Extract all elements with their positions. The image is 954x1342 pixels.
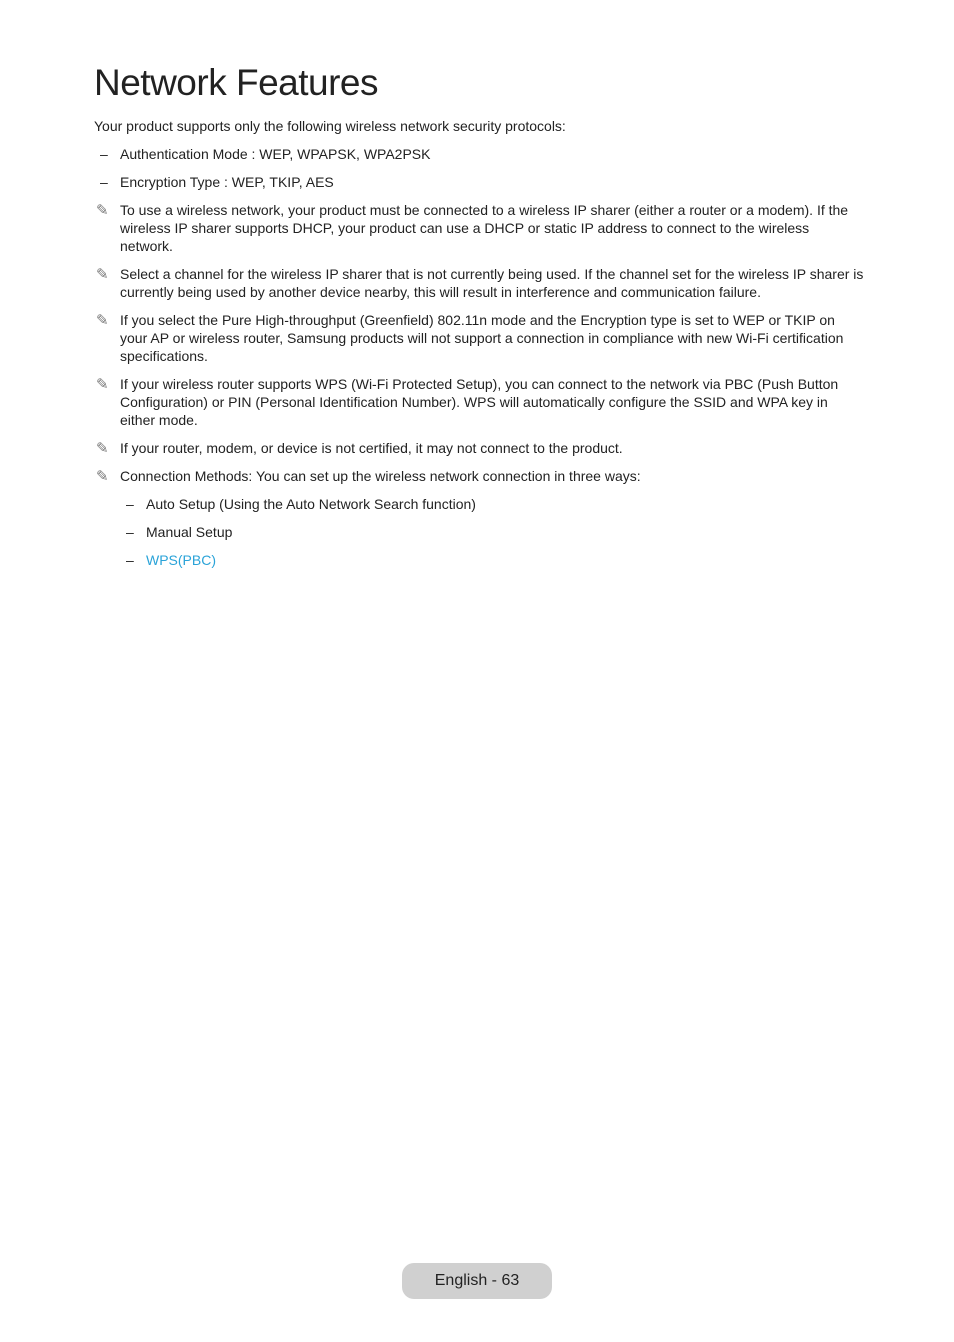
wps-pbc-link[interactable]: WPS(PBC)	[146, 552, 216, 568]
note-item	[94, 201, 864, 255]
intro-text: Your product supports only the following wireless network security protocols:	[94, 118, 566, 134]
protocol-text: Encryption Type : WEP, TKIP, AES	[120, 174, 334, 190]
note-item	[94, 375, 864, 429]
note-text: If you select the Pure High-throughput (Greenfield) 802.11n mode and the Encryption type is set to WEP or TKIP on your AP or wireless router, Samsung products will not support a connection in compliance with new Wi-Fi certification specifications.	[120, 312, 844, 364]
method-text: Auto Setup (Using the Auto Network Search function)	[146, 496, 476, 512]
dash-bullet: –	[100, 146, 108, 162]
method-item	[94, 495, 864, 513]
pencil-icon: ✎	[96, 467, 109, 485]
note-text: If your router, modem, or device is not certified, it may not connect to the product.	[120, 440, 623, 456]
note-text: Select a channel for the wireless IP sharer that is not currently being used. If the channel set for the wireless IP sharer is currently being used by another device nearby, this will result in interference and communication failure.	[120, 266, 864, 300]
note-text: To use a wireless network, your product must be connected to a wireless IP sharer (either a router or a modem). If the wireless IP sharer supports DHCP, your product can use a DHCP or static IP address to connect to the wireless network.	[120, 202, 849, 254]
note-text: Connection Methods: You can set up the wireless network connection in three ways:	[120, 468, 641, 484]
protocol-item	[94, 173, 864, 191]
note-text: If your wireless router supports WPS (Wi-Fi Protected Setup), you can connect to the network via PBC (Push Button Configuration) or PIN (Personal Identification Number). WPS will automatically configure the SSID and WPA key in either mode.	[120, 376, 839, 428]
note-item	[94, 265, 864, 301]
pencil-icon: ✎	[96, 201, 109, 219]
dash-bullet: –	[100, 174, 108, 190]
method-item	[94, 551, 864, 569]
note-item	[94, 311, 864, 365]
pencil-icon: ✎	[96, 439, 109, 457]
protocol-text: Authentication Mode : WEP, WPAPSK, WPA2PSK	[120, 146, 431, 162]
note-item	[94, 467, 864, 485]
method-item	[94, 523, 864, 541]
page-number-badge: English - 63	[402, 1263, 552, 1299]
protocol-item	[94, 145, 864, 163]
page-title: Network Features	[94, 62, 378, 103]
main-content	[94, 117, 864, 579]
pencil-icon: ✎	[96, 265, 109, 283]
note-item	[94, 439, 864, 457]
method-text: Manual Setup	[146, 524, 233, 540]
pencil-icon: ✎	[96, 375, 109, 393]
dash-bullet: –	[126, 496, 134, 512]
dash-bullet: –	[126, 524, 134, 540]
dash-bullet: –	[126, 552, 134, 568]
pencil-icon: ✎	[96, 311, 109, 329]
